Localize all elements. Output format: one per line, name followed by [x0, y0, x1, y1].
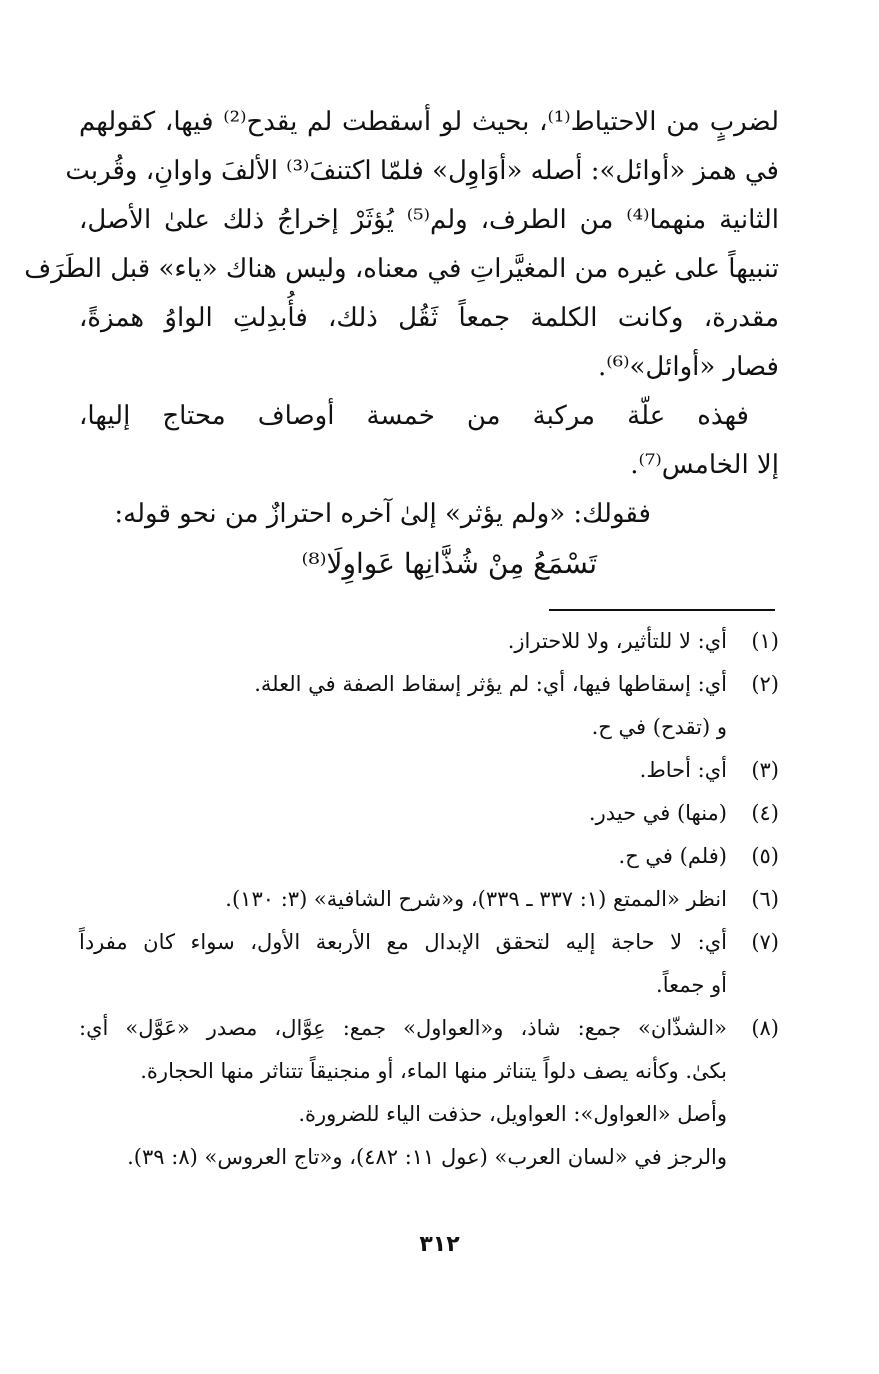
- footnote-text: انظر «الممتع (١: ٣٣٧ ـ ٣٣٩)، و«شرح الشافية» (٣: ١٣٠).: [225, 887, 727, 911]
- footnote-text: أي: لا حاجة إليه لتحقق الإبدال مع الأربعة الأول، سواء كان مفرداً: [79, 930, 727, 954]
- footnote-text: أي: إسقاطها فيها، أي: لم يؤثر إسقاط الصفة في العلة.: [254, 672, 727, 696]
- footnote-1: [79, 620, 779, 663]
- footnote-4: [79, 792, 779, 835]
- footnote-separator: [549, 609, 775, 611]
- footnote-text: «الشذّان» جمع: شاذ، و«العواول» جمع: عِوَّال، مصدر «عَوَّل» أي:: [79, 1016, 727, 1040]
- footnote-5: [79, 835, 779, 878]
- text-line-1: لضربٍ من الاحتياط⁽¹⁾، بحيث لو أسقطت لم يقدح⁽²⁾ فيها، كقولهم: [79, 107, 779, 137]
- footnote-6: [79, 878, 779, 921]
- footnote-text: وأصل «العواول»: العواويل، حذفت الياء للضرورة.: [298, 1102, 727, 1126]
- footnote-text: أو جمعاً.: [656, 973, 727, 997]
- main-text: [24, 98, 780, 589]
- footnote-3: [79, 749, 779, 792]
- paragraph-3: فقولك: «ولم يؤثر» إلىٰ آخره احترازٌ من نحو قوله:: [114, 499, 651, 529]
- footnote-number: (٥): [751, 844, 779, 868]
- footnote-text: و (تقدح) في ح.: [591, 715, 727, 739]
- footnote-number: (١): [751, 629, 779, 653]
- text-line-4: تنبيهاً على غيره من المغيَّراتِ في معناه، وليس هناك «ياء» قبل الطَرَف: [24, 254, 779, 284]
- footnote-number: (٨): [751, 1016, 779, 1040]
- footnote-text: أي: أحاط.: [639, 758, 727, 782]
- footnote-number: (٦): [751, 887, 779, 911]
- footnote-2: [79, 663, 779, 749]
- footnote-8: [79, 1007, 779, 1179]
- text-line-5: مقدرة، وكانت الكلمة جمعاً ثَقُل ذلك، فأُبدِلتِ الواوُ همزةً،: [79, 303, 779, 333]
- footnote-text: والرجز في «لسان العرب» (عول ١١: ٤٨٢)، و«تاج العروس» (٨: ٣٩).: [127, 1145, 727, 1169]
- footnote-text: (فلم) في ح.: [618, 844, 727, 868]
- footnote-text: أي: لا للتأثير، ولا للاحتراز.: [507, 629, 727, 653]
- footnote-number: (٢): [751, 672, 779, 696]
- footnote-text: بكىٰ. وكأنه يصف دلواً يتناثر منها الماء، أو منجنيقاً تتناثر منها الحجارة.: [140, 1059, 727, 1083]
- verse-line: تَسْمَعُ مِنْ شُذَّانِها عَواوِلَا⁽⁸⁾: [301, 547, 597, 580]
- footnote-7: [79, 921, 779, 1007]
- footnote-number: (٧): [751, 930, 779, 954]
- text-line-6: فصار «أوائل»⁽⁶⁾.: [598, 352, 779, 382]
- text-line-3: الثانية منهما⁽⁴⁾ من الطرف، ولم⁽⁵⁾ يُؤثَرْ إخراجُ ذلك علىٰ الأصل،: [79, 205, 780, 235]
- page-number: ٣١٢: [419, 1232, 460, 1257]
- paragraph-2-line-1: فهذه علّة مركبة من خمسة أوصاف محتاج إليها،: [79, 401, 749, 431]
- text-line-2: في همز «أوائل»: أصله «أوَاوِل» فلمّا اكتنفَ⁽³⁾ الألفَ واوانِ، وقُربت: [65, 156, 779, 186]
- footnotes: [79, 620, 779, 1179]
- footnote-number: (٤): [751, 801, 779, 825]
- paragraph-2-line-2: إلا الخامس⁽⁷⁾.: [630, 450, 779, 480]
- footnote-text: (منها) في حيدر.: [588, 801, 727, 825]
- footnote-number: (٣): [751, 758, 779, 782]
